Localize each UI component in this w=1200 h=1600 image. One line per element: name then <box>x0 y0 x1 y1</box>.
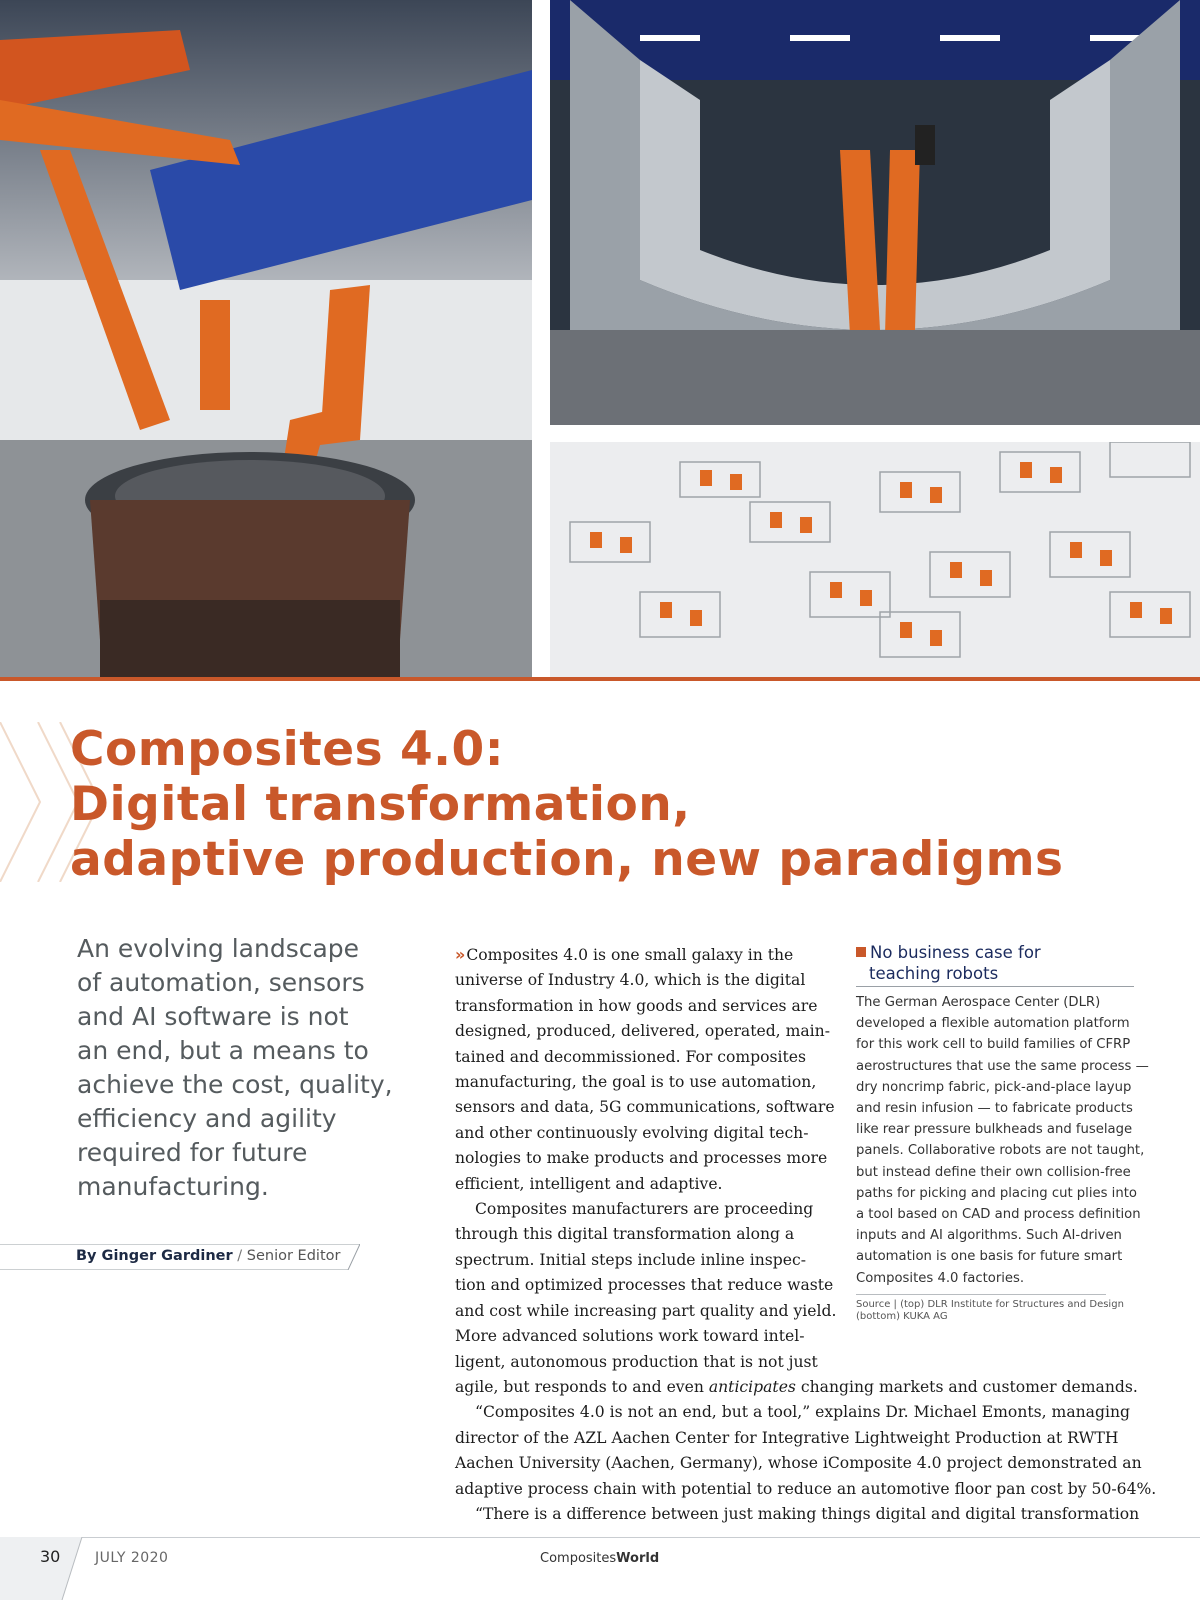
caption-line: for this work cell to build families of CFRP <box>856 1037 1131 1053</box>
robot-cells-factory-render <box>550 442 1200 677</box>
caption-line: a tool based on CAD and process definition <box>856 1207 1141 1223</box>
deck-line: An evolving landscape <box>77 934 360 963</box>
author-role: Senior Editor <box>246 1248 341 1264</box>
body-line: ligent, autonomous production that is not just <box>455 1352 818 1371</box>
fuselage-robots-photo <box>550 0 1200 425</box>
source-line-2: (bottom) KUKA AG <box>856 1311 948 1322</box>
magazine-name: CompositesWorld <box>540 1551 660 1566</box>
caption-line: automation is one basis for future smart <box>856 1249 1123 1265</box>
photo-source-credit <box>856 1299 1136 1323</box>
caption-line: like rear pressure bulkheads and fuselage <box>856 1122 1133 1138</box>
footer-rule <box>0 1537 1200 1538</box>
deck-line: efficiency and agility <box>77 1104 337 1133</box>
sidebar-title <box>856 942 1136 984</box>
deck-line: an end, but a means to <box>77 1036 369 1065</box>
dlr-robot-work-cell-photo <box>0 0 532 677</box>
sidebar-title-line-1: No business case for <box>870 943 1041 962</box>
caption-line: The German Aerospace Center (DLR) <box>856 995 1101 1010</box>
author-name: By Ginger Gardiner <box>76 1248 233 1264</box>
body-line: spectrum. Initial steps include inline inspec- <box>455 1250 806 1269</box>
body-line: and other continuously evolving digital tech- <box>455 1123 809 1142</box>
body-line: designed, produced, delivered, operated, main- <box>455 1022 830 1041</box>
page-number: 30 <box>40 1547 61 1566</box>
caption-line: and resin infusion — to fabricate products <box>856 1101 1133 1117</box>
body-line: Aachen University (Aachen, Germany), whose iComposite 4.0 project demonstrated an <box>455 1454 1142 1473</box>
headline-line-1: Composites 4.0: <box>70 722 505 777</box>
body-line: sensors and data, 5G communications, software <box>455 1098 835 1117</box>
deck-line: and AI software is not <box>77 1002 349 1031</box>
body-line: adaptive process chain with potential to reduce an automotive floor pan cost by 50-64%. <box>455 1479 1157 1498</box>
headline-line-2: Digital transformation, <box>70 777 691 832</box>
body-line: nologies to make products and processes more <box>455 1149 828 1168</box>
body-line: Composites manufacturers are proceeding <box>475 1200 814 1219</box>
deck-line: required for future <box>77 1138 308 1167</box>
source-divider <box>856 1294 1106 1295</box>
photo-divider-rule <box>0 677 1200 681</box>
body-line: » Composites 4.0 is one small galaxy in the <box>455 945 794 964</box>
body-line: transformation in how goods and services are <box>455 996 818 1015</box>
body-line: director of the AZL Aachen Center for Integrative Lightweight Production at RWTH <box>455 1428 1119 1447</box>
article-deck <box>77 932 437 1204</box>
sidebar-caption <box>856 992 1149 1289</box>
deck-line: achieve the cost, quality, <box>77 1070 393 1099</box>
caption-line: panels. Collaborative robots are not taught, <box>856 1143 1145 1159</box>
body-line: efficient, intelligent and adaptive. <box>455 1174 723 1193</box>
caption-line: Composites 4.0 factories. <box>856 1270 1025 1286</box>
body-line: “Composites 4.0 is not an end, but a tool,” explains Dr. Michael Emonts, managing <box>475 1403 1130 1422</box>
body-line: tained and decommissioned. For composites <box>455 1047 807 1066</box>
magazine-name-bold: World <box>616 1551 660 1566</box>
sidebar-divider <box>856 986 1134 987</box>
article-headline <box>70 722 1170 887</box>
issue-date: JULY 2020 <box>95 1550 169 1566</box>
headline-line-3: adaptive production, new paradigms <box>70 832 1064 887</box>
caption-line: aerostructures that use the same process — <box>856 1058 1149 1074</box>
square-bullet-icon <box>856 947 866 957</box>
source-line-1: Source | (top) DLR Institute for Structures and Design <box>856 1299 1124 1310</box>
body-line: “There is a difference between just making things digital and digital transformation <box>475 1504 1140 1523</box>
byline <box>76 1248 340 1264</box>
sidebar-title-line-2: teaching robots <box>869 964 999 983</box>
caption-line: developed a flexible automation platform <box>856 1016 1130 1032</box>
body-line: and cost while increasing part quality and yield. <box>455 1301 837 1320</box>
body-line: universe of Industry 4.0, which is the digital <box>455 971 806 990</box>
body-line: tion and optimized processes that reduce waste <box>455 1276 834 1295</box>
caption-line: but instead define their own collision-free <box>856 1164 1131 1180</box>
body-line: agile, but responds to and even anticipates changing markets and customer demands. <box>455 1377 1138 1396</box>
deck-line: manufacturing. <box>77 1172 269 1201</box>
deck-line: of automation, sensors <box>77 968 365 997</box>
caption-line: dry noncrimp fabric, pick-and-place layup <box>856 1079 1132 1095</box>
caption-line: inputs and AI algorithms. Such AI-driven <box>856 1228 1122 1244</box>
byline-separator: / <box>237 1248 243 1264</box>
start-arrow-icon: » <box>455 945 463 964</box>
body-line: More advanced solutions work toward intel- <box>455 1327 805 1346</box>
caption-line: paths for picking and placing cut plies into <box>856 1185 1137 1201</box>
body-line: through this digital transformation along a <box>455 1225 795 1244</box>
body-line: manufacturing, the goal is to use automation, <box>455 1073 817 1092</box>
